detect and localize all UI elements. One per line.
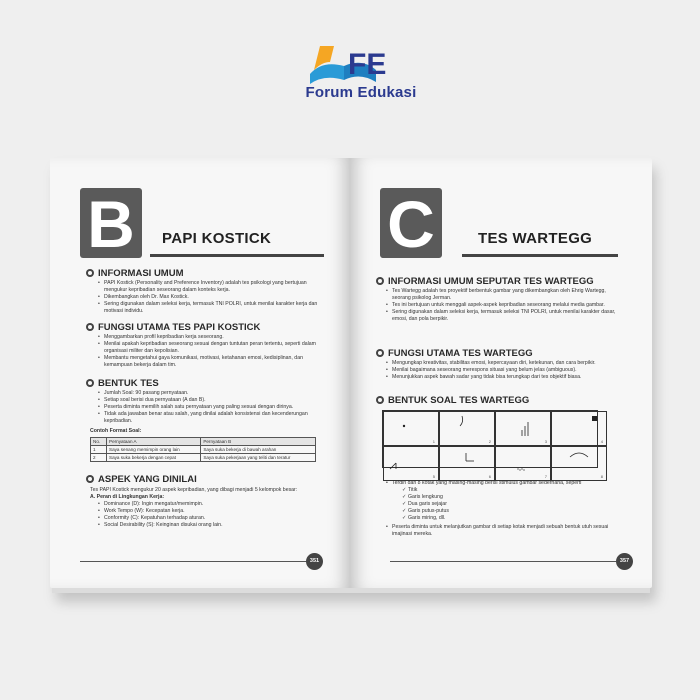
wartegg-box: 4 [551,411,607,446]
section-heading: INFORMASI UMUM [86,268,184,279]
wartegg-box: 5 [383,446,439,481]
table-cell: 2 [91,454,107,462]
curve-stimulus-icon [440,412,494,440]
section-body [386,360,616,381]
book-logo-icon [304,40,414,88]
section-heading: ASPEK YANG DINILAI [86,474,197,485]
list-item: • Sering digunakan dalam seleksi kerja, termasuk seleksi TNI POLRI, untuk menilai karakter dasar, emosi, dan pola berpikir. [386,309,616,323]
page-edge-left [52,588,350,593]
table-header: Pernyataan B [201,438,316,446]
table-cell: 1 [91,446,107,454]
list-item: • Peserta diminta untuk melanjutkan gambar di setiap kotak menjadi sebuah bentuk utuh sesuai imajinasi mereka. [386,524,616,538]
list-item: • Peserta diminta memilih salah satu pernyataan yang paling sesuai dengan dirinya. [98,404,318,411]
list-item: • Mengungkap kreativitas, stabilitas emosi, kepercayaan diri, ketekunan, dan cara berpikir. [386,360,616,367]
section-body [386,288,616,323]
list-item: • Dominance (D): Ingin mengatur/memimpin. [98,501,318,508]
table-row [91,446,316,454]
list-item: • Conformity (C): Kepatuhan terhadap aturan. [98,515,318,522]
list-item: • Tes ini bertujuan untuk menggali aspek-aspek kepribadian seseorang melalui media gambar. [386,302,616,309]
forum-edukasi-logo [296,40,426,104]
section-body [386,480,616,487]
section-heading: FUNGSI UTAMA TES PAPI KOSTICK [86,322,260,333]
page-number: 351 [306,553,323,570]
chapter-letter-c: C [380,188,442,258]
section-bullet-icon [86,379,94,387]
chapter-letter-b: B [80,188,142,258]
table-header: No. [91,438,107,446]
section-body [98,501,318,529]
wartegg-box: 3 [495,411,551,446]
right-page [350,158,652,588]
arc-stimulus-icon [552,447,606,475]
list-item: ✓ Garis putus-putus [402,508,602,515]
page-number: 357 [616,553,633,570]
list-item: • Tes Wartegg adalah tes proyektif berbentuk gambar yang dikembangkan oleh Ehrig Wartegg, seorang psikolog Jerman. [386,288,616,302]
section-bullet-icon [86,269,94,277]
list-item: • Menunjukkan aspek bawah sadar yang tidak bisa terungkap dari tes objektif biasa. [386,374,616,381]
section-intro: Tes PAPI Kostick mengukur 20 aspek kepribadian, yang dibagi menjadi 5 kelompok besar: [90,487,298,493]
section-body [98,390,318,425]
section-heading: FUNGSI UTAMA TES WARTEGG [376,348,533,359]
section-bullet-icon [376,396,384,404]
list-item: • Sering digunakan dalam seleksi kerja, termasuk TNI POLRI, untuk menilai karakter kerja dan motivasi individu. [98,301,318,315]
section-bullet-icon [376,349,384,357]
table-cell: Saya suka bekerja dengan cepat [107,454,201,462]
group-label: A. Peran di Lingkungan Kerja: [90,494,165,500]
list-item: • Dikembangkan oleh Dr. Max Kostick. [98,294,318,301]
table-cell: Saya senang memimpin orang lain [107,446,201,454]
table-header: Pernyataan A [107,438,201,446]
chapter-title-papi: PAPI KOSTICK [162,230,272,247]
section-body [98,334,318,369]
section-body [98,280,318,315]
wartegg-box: 7 [495,446,551,481]
wartegg-box: 6 [439,446,495,481]
table-row [91,454,316,462]
section-bullet-icon [376,277,384,285]
section-heading: INFORMASI UMUM SEPUTAR TES WARTEGG [376,276,594,287]
section-bullet-icon [86,475,94,483]
dotted-stimulus-icon [496,447,550,475]
angle-stimulus-icon [384,447,438,475]
open-book [50,158,654,598]
footer-rule [390,561,616,562]
dot-stimulus-icon [384,412,438,440]
title-rule [462,254,618,257]
chapter-title-wartegg: TES WARTEGG [478,230,593,247]
list-item: ✓ Garis miring, dll. [402,515,602,522]
wartegg-grid [382,410,603,479]
page-edge-right [350,588,650,593]
list-item: • Menilai apakah kepribadian seseorang sesuai dengan tuntutan peran tertentu, seperti dalam organisasi militer dan kepolisian. [98,341,318,355]
svg-text:FE: FE [348,48,387,81]
left-page [50,158,350,588]
list-item: • Terdiri dari 8 kotak yang masing-masing berisi stimulus gambar sederhana, seperti [386,480,616,487]
list-item: • Membantu mengetahui gaya komunikasi, motivasi, ketahanan emosi, kedisiplinan, dan kemampuan bekerja dalam tim. [98,355,318,369]
list-item: • Menilai bagaimana seseorang merespons situasi yang belum jelas (ambiguous). [386,367,616,374]
wartegg-box: 2 [439,411,495,446]
list-item: • Tidak ada jawaban benar atau salah, yang dinilai adalah konsistensi dan kecenderungan kepribadian. [98,411,318,425]
example-table [90,437,316,462]
section-heading: BENTUK TES [86,378,159,389]
list-item: • Social Desirability (S): Keinginan disukai orang lain. [98,522,318,529]
table-cell: Saya suka pekerjaan yang teliti dan teratur [201,454,316,462]
parallel-lines-stimulus-icon [496,412,550,440]
table-cell: Saya suka bekerja di bawah arahan [201,446,316,454]
list-item: • Jumlah Soal: 90 pasang pernyataan. [98,390,318,397]
wartegg-box: 8 [551,446,607,481]
stimulus-list [402,487,602,522]
list-item: ✓ Garis lengkung [402,494,602,501]
list-item: ✓ Titik [402,487,602,494]
title-rule [150,254,324,257]
list-item: • Menggambarkan profil kepribadian kerja seseorang. [98,334,318,341]
footer-rule [80,561,308,562]
square-stimulus-icon [552,412,606,440]
list-item: • Setiap soal berisi dua pernyataan (A dan B). [98,397,318,404]
example-label: Contoh Format Soal: [90,428,142,434]
wartegg-box: 1 [383,411,439,446]
logo-text: Forum Edukasi [305,84,417,101]
section-heading: BENTUK SOAL TES WARTEGG [376,395,529,406]
list-item: ✓ Dua garis sejajar [402,501,602,508]
list-item: • Work Tempo (W): Kecepatan kerja. [98,508,318,515]
section-body [386,524,616,538]
section-bullet-icon [86,323,94,331]
line-stimulus-icon [440,447,494,475]
list-item: • PAPI Kostick (Personality and Preference Inventory) adalah tes psikologi yang bertujuan mengukur kepribadian seseorang dalam konteks kerja. [98,280,318,294]
